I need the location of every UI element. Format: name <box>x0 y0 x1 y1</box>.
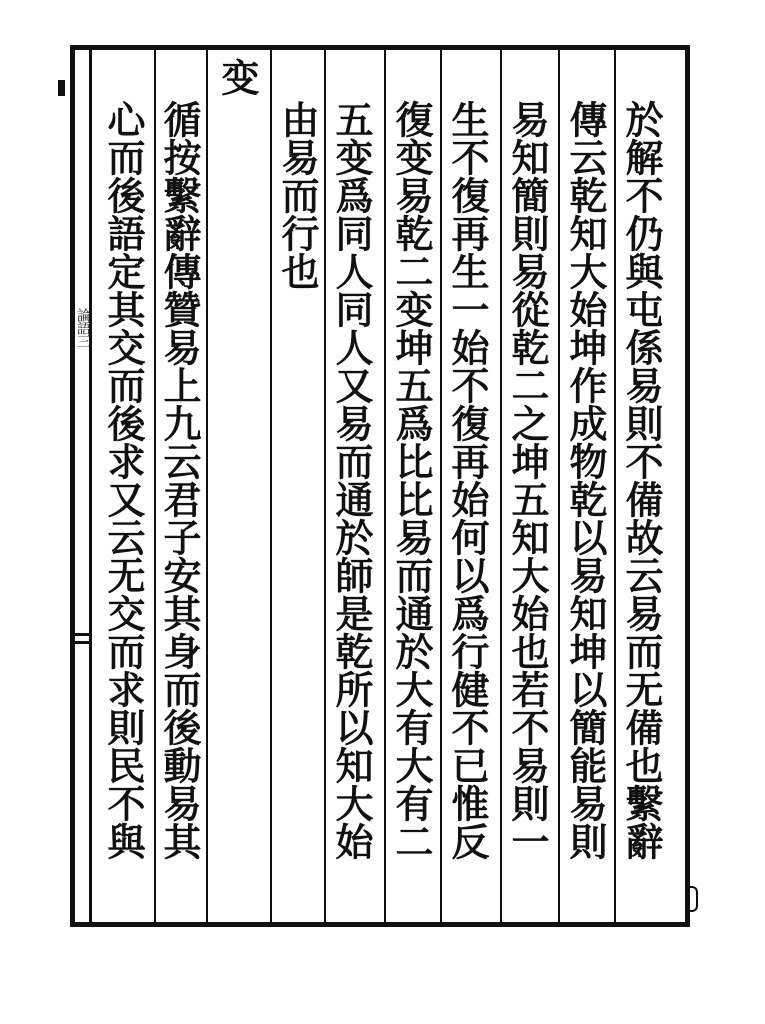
text-column-4: 生不復再生一始不復再始何以爲行健不已惟反 <box>445 100 490 860</box>
column-rule <box>558 50 560 922</box>
column-rule <box>206 50 208 922</box>
column-rule <box>440 50 442 922</box>
note-column-1: 循按繫辭傳贊易上九云君子安其身而後動易其 <box>157 100 202 860</box>
text-column-6: 五变爲同人同人又易而通於師是乾所以知大始 <box>329 100 374 860</box>
text-column-1: 於解不仍與屯係易則不備故云易而无備也繫辭 <box>619 100 664 860</box>
edge-tab <box>686 886 698 912</box>
folio-mark <box>72 628 90 652</box>
text-column-7: 由易而行也 <box>275 100 320 290</box>
edge-mark <box>58 80 65 96</box>
column-rule <box>614 50 616 922</box>
margin-title: 論語三 <box>75 308 91 347</box>
section-heading: 变 <box>215 58 260 96</box>
column-rule <box>384 50 386 922</box>
text-column-5: 復变易乾二变坤五爲比比易而通於大有大有二 <box>389 100 434 860</box>
text-column-3: 易知簡則易從乾二之坤五知大始也若不易則一 <box>505 100 550 860</box>
column-rule <box>324 50 326 922</box>
binding-margin <box>70 45 92 927</box>
text-column-2: 傳云乾知大始坤作成物乾以易知坤以簡能易則 <box>563 100 608 860</box>
column-rule <box>270 50 272 922</box>
column-rule <box>500 50 502 922</box>
note-column-2: 心而後語定其交而後求又云无交而求則民不與 <box>101 100 146 860</box>
